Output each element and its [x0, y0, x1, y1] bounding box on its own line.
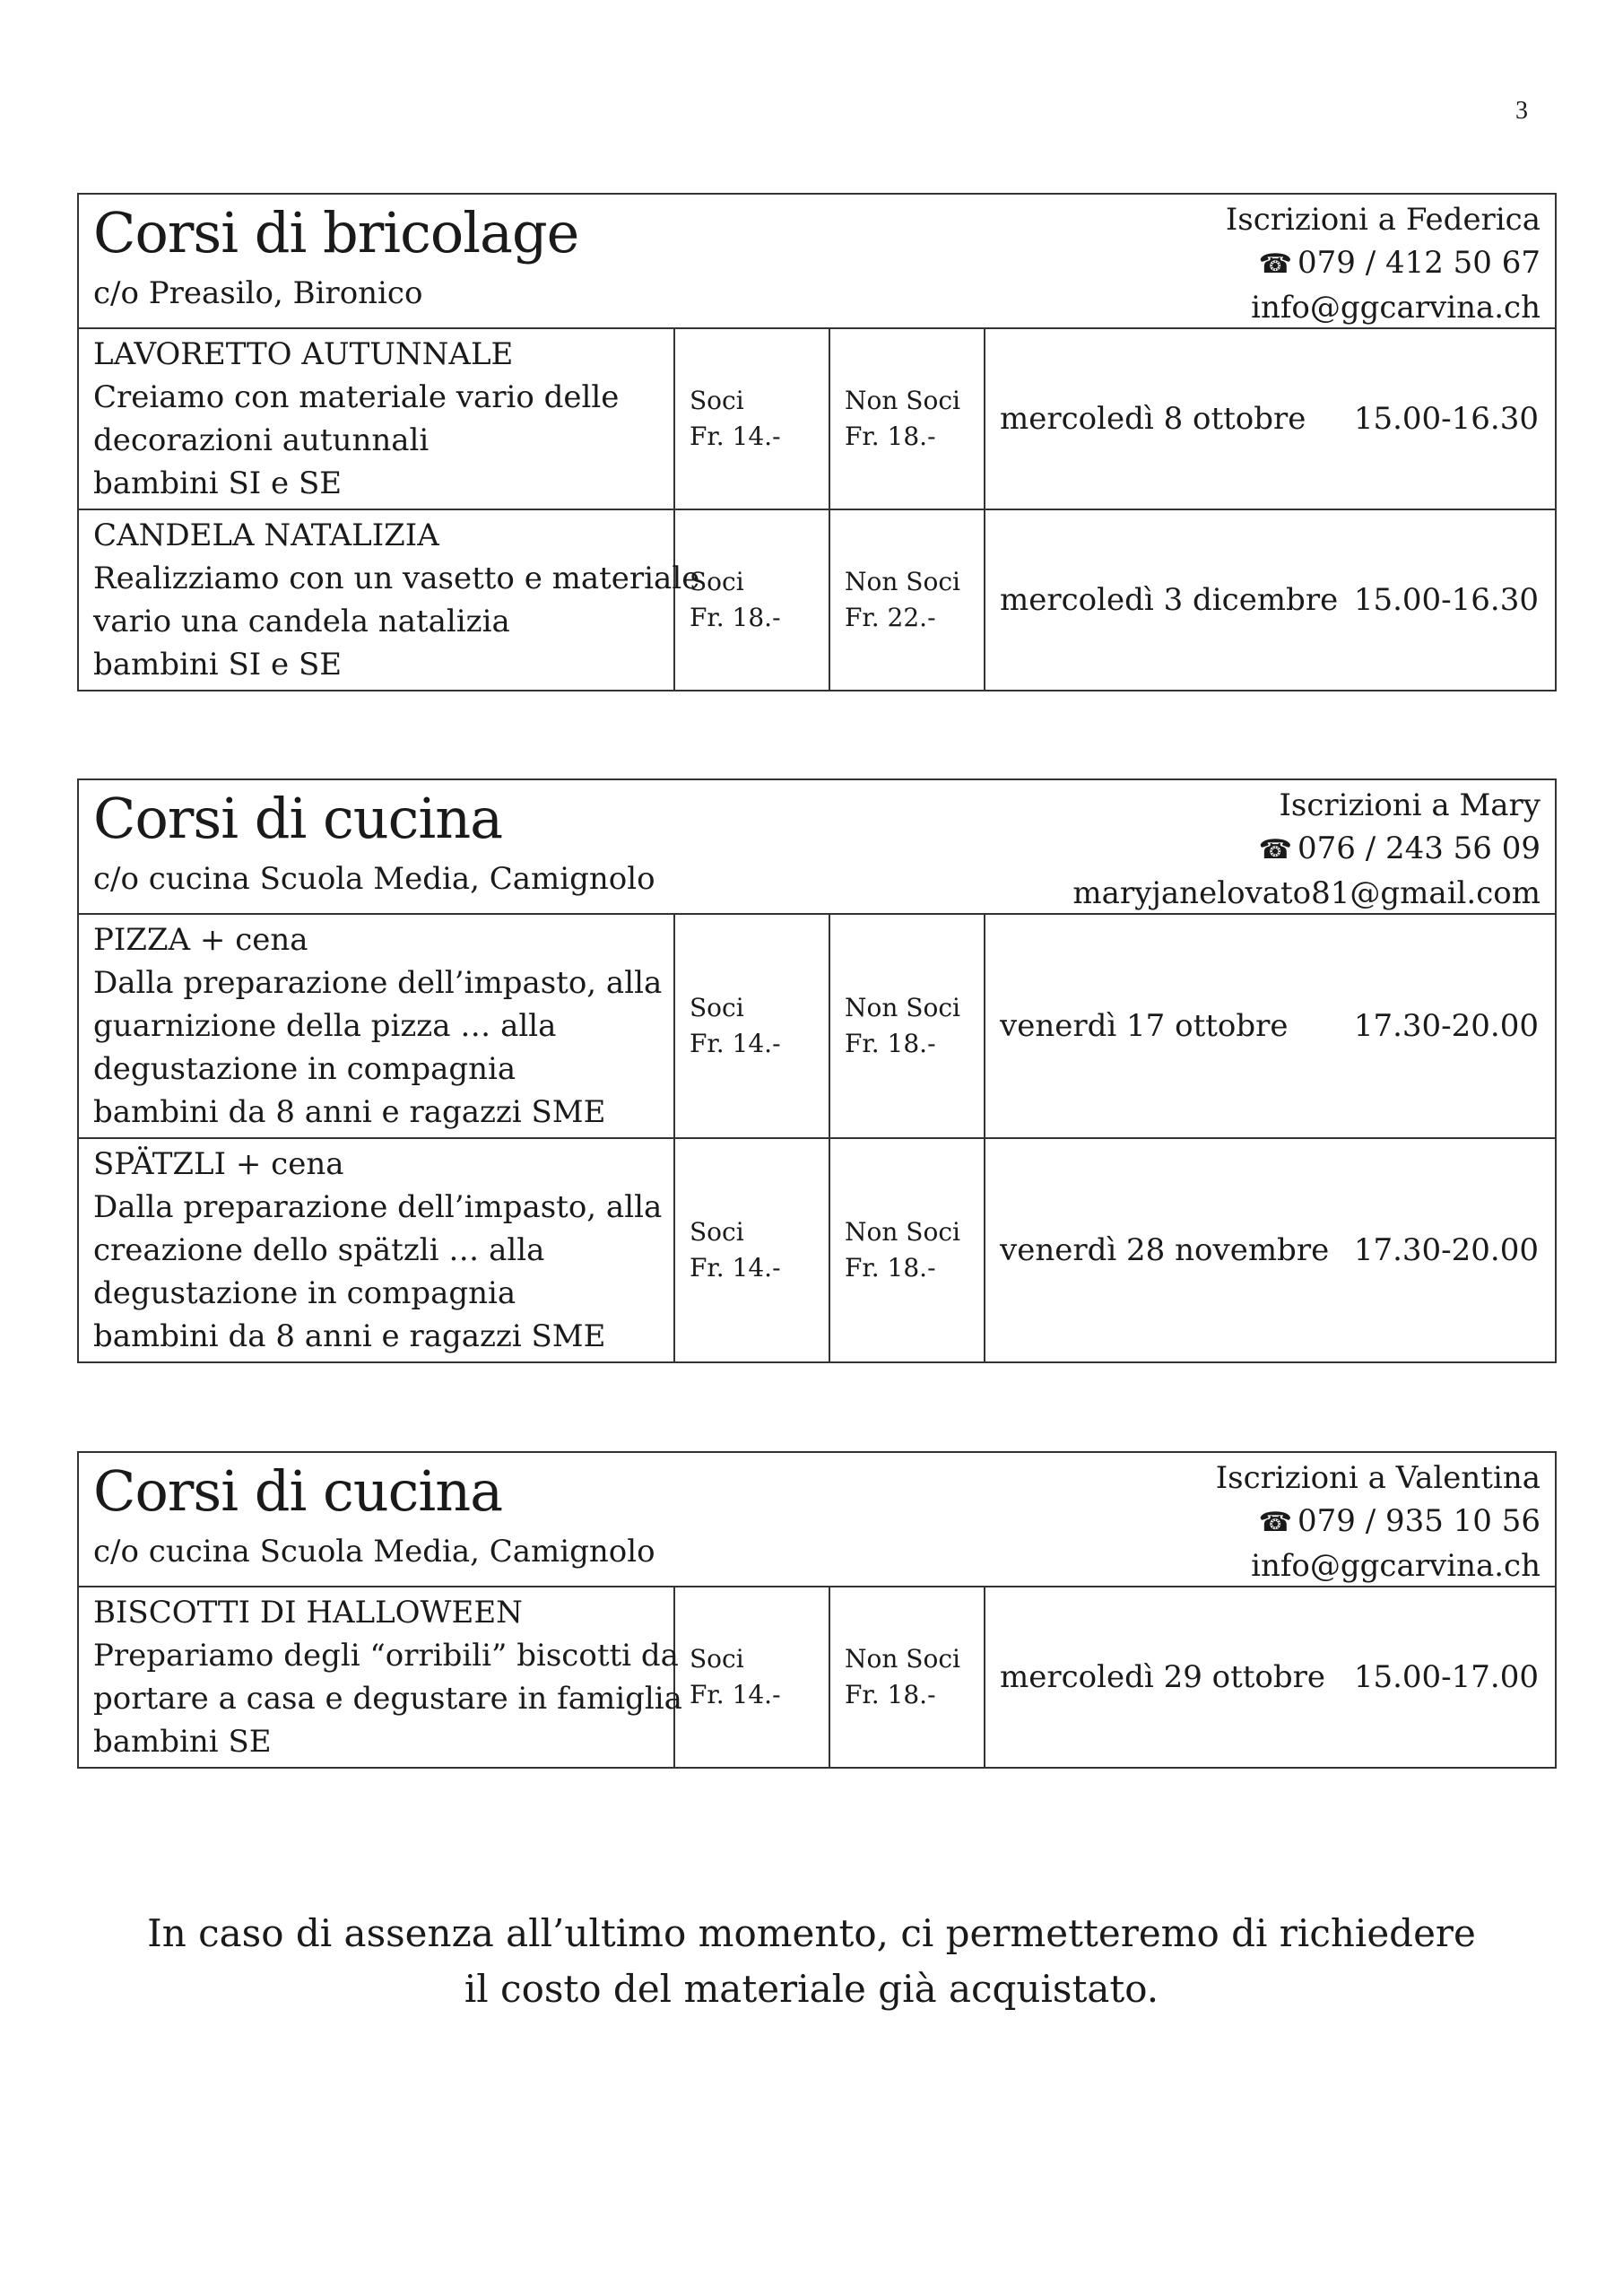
- price-value: Fr. 14.-: [690, 422, 781, 451]
- course-time: 15.00-17.00: [1353, 1659, 1539, 1695]
- contact-info: [1216, 1457, 1541, 1587]
- course-row: [79, 510, 1555, 690]
- course-date: mercoledì 8 ottobre: [1000, 401, 1306, 437]
- contact-email: maryjanelovato81@gmail.com: [1072, 875, 1541, 911]
- price-value: Fr. 18.-: [845, 1029, 936, 1058]
- course-description: [79, 510, 700, 690]
- course-name: CANDELA NATALIZIA: [93, 517, 439, 553]
- course-text: guarnizione della pizza … alla: [93, 1008, 557, 1044]
- course-schedule: [985, 1587, 1555, 1767]
- contact-phone-line: [1216, 1500, 1541, 1544]
- footer-note-line: il costo del materiale già acquistato.: [464, 1967, 1159, 2011]
- price-label: Non Soci: [845, 567, 960, 596]
- price-nonmembers: [830, 1139, 985, 1361]
- course-section-cucina-valentina: [77, 1451, 1557, 1769]
- course-time: 15.00-16.30: [1353, 582, 1539, 618]
- course-schedule: [985, 510, 1555, 690]
- course-text: Dalla preparazione dell’impasto, alla: [93, 965, 663, 1001]
- course-date: venerdì 17 ottobre: [1000, 1008, 1289, 1044]
- contact-phone: 076 / 243 56 09: [1297, 831, 1541, 866]
- contact-label: Iscrizioni a Mary: [1279, 787, 1541, 823]
- course-text: vario una candela natalizia: [93, 604, 510, 639]
- price-value: Fr. 22.-: [845, 603, 936, 632]
- contact-email: info@ggcarvina.ch: [1251, 290, 1541, 326]
- section-location: c/o cucina Scuola Media, Camignolo: [93, 861, 655, 897]
- course-text: degustazione in compagnia: [93, 1051, 516, 1087]
- course-text: decorazioni autunnali: [93, 422, 430, 458]
- course-name: BISCOTTI DI HALLOWEEN: [93, 1595, 523, 1631]
- section-header: [79, 195, 1555, 329]
- price-value: Fr. 18.-: [690, 603, 781, 632]
- course-description: [79, 329, 675, 509]
- course-name: SPÄTZLI + cena: [93, 1146, 344, 1182]
- section-location: c/o Preasilo, Bironico: [93, 275, 423, 311]
- course-row: [79, 329, 1555, 510]
- price-members: [675, 1139, 830, 1361]
- price-members: [675, 915, 830, 1137]
- section-title: Corsi di cucina: [93, 1458, 503, 1524]
- course-audience: bambini SI e SE: [93, 647, 343, 683]
- price-label: Soci: [690, 1644, 744, 1674]
- price-members: [675, 1587, 830, 1767]
- price-value: Fr. 14.-: [690, 1680, 781, 1709]
- course-schedule: [985, 329, 1555, 509]
- course-text: Prepariamo degli “orribili” biscotti da: [93, 1638, 679, 1674]
- contact-phone: 079 / 412 50 67: [1297, 245, 1541, 281]
- course-audience: bambini SE: [93, 1724, 272, 1760]
- course-description: [79, 1587, 682, 1767]
- course-date: venerdì 28 novembre: [1000, 1232, 1330, 1268]
- course-audience: bambini da 8 anni e ragazzi SME: [93, 1094, 606, 1130]
- contact-info: [1226, 198, 1541, 329]
- contact-label: Iscrizioni a Valentina: [1215, 1460, 1541, 1496]
- price-label: Soci: [690, 993, 744, 1022]
- section-header: [79, 1453, 1555, 1587]
- price-members: [675, 510, 830, 690]
- course-schedule: [985, 1139, 1555, 1361]
- course-description: [79, 915, 675, 1137]
- price-value: Fr. 14.-: [690, 1253, 781, 1283]
- price-value: Fr. 18.-: [845, 1253, 936, 1283]
- contact-info: [1072, 784, 1541, 915]
- course-text: degustazione in compagnia: [93, 1275, 516, 1311]
- price-label: Non Soci: [845, 1644, 960, 1674]
- price-value: Fr. 18.-: [845, 1680, 936, 1709]
- price-label: Non Soci: [845, 993, 960, 1022]
- footer-note-line: In caso di assenza all’ultimo momento, ci permetteremo di richiedere: [147, 1911, 1476, 1955]
- course-name: LAVORETTO AUTUNNALE: [93, 336, 514, 372]
- course-section-bricolage: [77, 193, 1557, 691]
- price-nonmembers: [830, 1587, 985, 1767]
- phone-icon: ☎: [1258, 248, 1292, 280]
- price-label: Soci: [690, 386, 744, 415]
- course-schedule: [985, 915, 1555, 1137]
- contact-email: info@ggcarvina.ch: [1251, 1548, 1541, 1584]
- section-location: c/o cucina Scuola Media, Camignolo: [93, 1534, 655, 1570]
- course-row: [79, 915, 1555, 1139]
- course-text: creazione dello spätzli … alla: [93, 1232, 545, 1268]
- price-nonmembers: [830, 510, 985, 690]
- section-header: [79, 780, 1555, 915]
- contact-phone-line: [1226, 241, 1541, 286]
- phone-icon: ☎: [1258, 1507, 1292, 1538]
- price-nonmembers: [830, 329, 985, 509]
- course-audience: bambini da 8 anni e ragazzi SME: [93, 1318, 606, 1354]
- price-label: Non Soci: [845, 386, 960, 415]
- page-number: 3: [1515, 97, 1528, 125]
- course-date: mercoledì 29 ottobre: [1000, 1659, 1326, 1695]
- contact-label: Iscrizioni a Federica: [1225, 202, 1541, 238]
- course-time: 17.30-20.00: [1353, 1232, 1539, 1268]
- course-name: PIZZA + cena: [93, 922, 308, 958]
- course-time: 15.00-16.30: [1353, 401, 1539, 437]
- phone-icon: ☎: [1258, 834, 1292, 865]
- course-text: portare a casa e degustare in famiglia: [93, 1681, 682, 1717]
- contact-phone-line: [1072, 827, 1541, 872]
- course-description: [79, 1139, 675, 1361]
- course-section-cucina-mary: [77, 778, 1557, 1363]
- course-audience: bambini SI e SE: [93, 465, 343, 501]
- course-time: 17.30-20.00: [1353, 1008, 1539, 1044]
- course-row: [79, 1139, 1555, 1361]
- price-label: Soci: [690, 567, 744, 596]
- section-title: Corsi di cucina: [93, 786, 503, 851]
- price-label: Non Soci: [845, 1217, 960, 1247]
- price-label: Soci: [690, 1217, 744, 1247]
- contact-phone: 079 / 935 10 56: [1297, 1503, 1541, 1539]
- course-row: [79, 1587, 1555, 1767]
- course-text: Dalla preparazione dell’impasto, alla: [93, 1189, 663, 1225]
- course-text: Creiamo con materiale vario delle: [93, 379, 620, 415]
- section-title: Corsi di bricolage: [93, 200, 579, 265]
- price-nonmembers: [830, 915, 985, 1137]
- footer-note: [0, 1906, 1623, 2017]
- price-value: Fr. 18.-: [845, 422, 936, 451]
- course-text: Realizziamo con un vasetto e materiale: [93, 561, 700, 596]
- course-date: mercoledì 3 dicembre: [1000, 582, 1339, 618]
- price-value: Fr. 14.-: [690, 1029, 781, 1058]
- price-members: [675, 329, 830, 509]
